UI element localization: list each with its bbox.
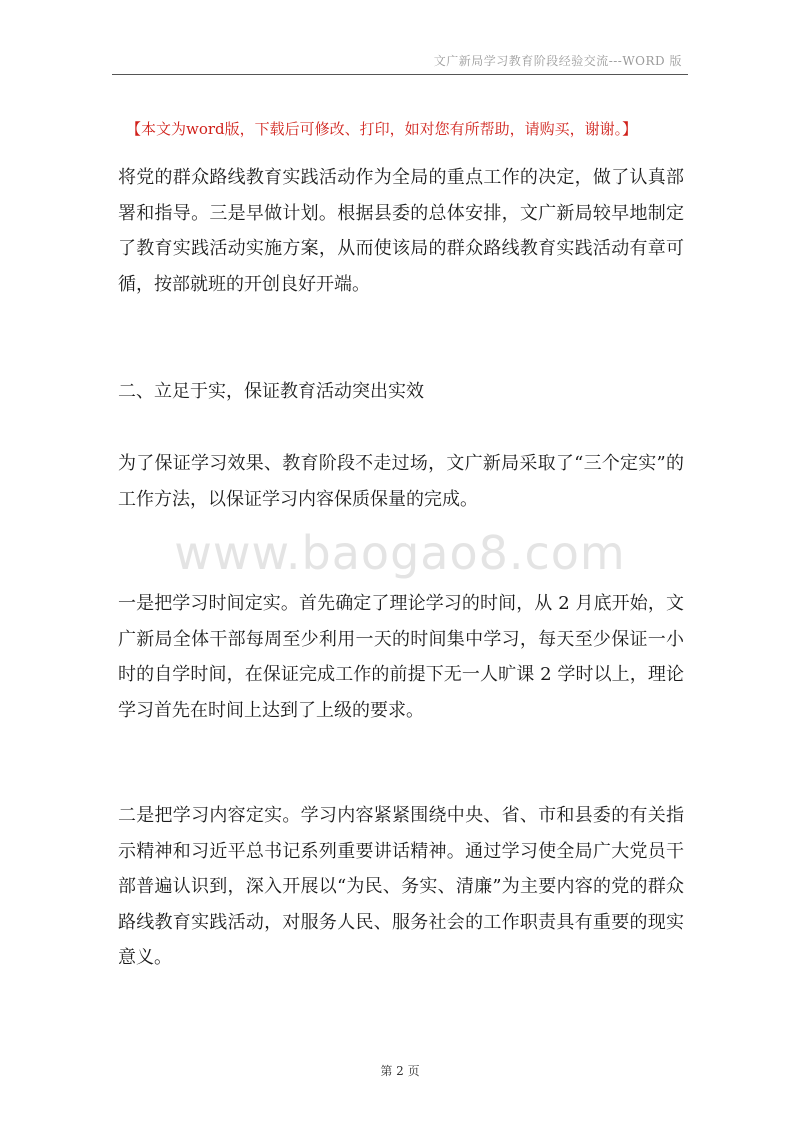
paragraph-study-time: 一是把学习时间定实。首先确定了理论学习的时间，从 2 月底开始，文广新局全体干部每周至少利用一天的时间集中学习，每天至少保证一小时的自学时间，在保证完成工作的前提下无一人旷课 2 学时以上，理论学习首先在时间上达到了上级的要求。 [118, 593, 684, 721]
paragraph-three-definites: 为了保证学习效果、教育阶段不走过场，文广新局采取了“三个定实”的工作方法，以保证学习内容保质保量的完成。 [118, 453, 684, 510]
document-header-title: 文广新局学习教育阶段经验交流---WORD 版 [433, 54, 682, 68]
paragraph-planning: 将党的群众路线教育实践活动作为全局的重点工作的决定，做了认真部署和指导。三是早做计划。根据县委的总体安排，文广新局较早地制定了教育实践活动实施方案，从而使该局的群众路线教育实践活动有章可循，按部就班的开创良好开端。 [118, 167, 684, 295]
purchase-notice: 【本文为word版，下载后可修改、打印，如对您有所帮助，请购买，谢谢。】 [126, 120, 638, 138]
paragraph-study-content: 二是把学习内容定实。学习内容紧紧围绕中央、省、市和县委的有关指示精神和习近平总书记系列重要讲话精神。通过学习使全局广大党员干部普遍认识到，深入开展以“为民、务实、清廉”为主要内容的党的群众路线教育实践活动，对服务人民、服务社会的工作职责具有重要的现实意义。 [118, 805, 684, 968]
section-heading-two: 二、立足于实，保证教育活动突出实效 [118, 381, 424, 402]
header-divider [112, 74, 688, 75]
watermark-text: www.baogao8.com [174, 526, 626, 580]
page-number: 第 2 页 [380, 1064, 420, 1078]
